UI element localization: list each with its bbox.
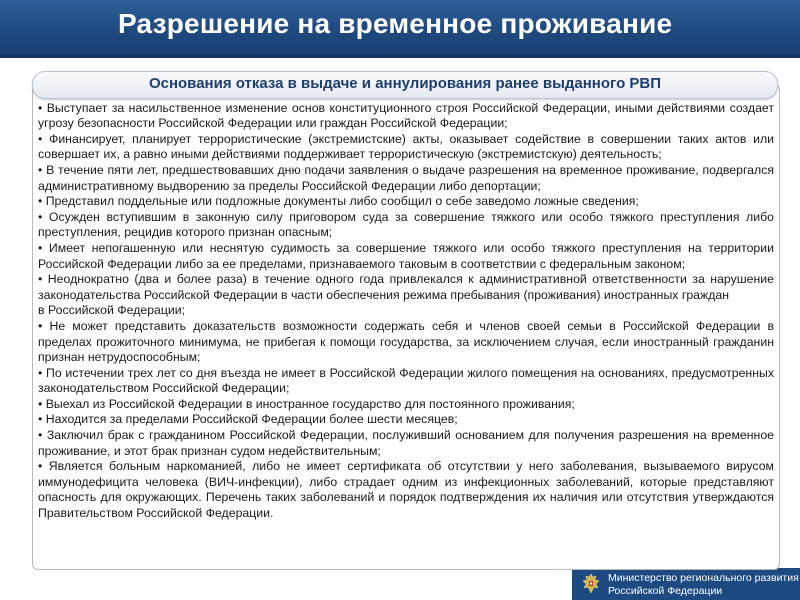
coat-of-arms-icon (579, 572, 603, 596)
list-item: • Не может представить доказательств возможности содержать себя и членов своей семьи в Российской Федерации в пределах прожиточного минимума, не прибегая к помощи государства, за исключением случая, если иностранный гражданин признан нетрудоспособным; (38, 318, 774, 365)
list-item: • Заключил брак с гражданином Российской Федерации, послуживший основанием для получения разрешения на временное проживание, и этот брак признан судом недействительным; (38, 428, 774, 458)
list-item: • Финансирует, планирует террористические (экстремистские) акты, оказывает содействие в совершении таких актов или совершает их, а равно иными действиями поддерживает террористическую (экстремистскую) деятельность; (38, 131, 774, 162)
content-text (38, 85, 774, 522)
ministry-name (608, 572, 799, 597)
page-title: Разрешение на временное проживание (118, 8, 673, 39)
ministry-name-line1: Министерство регионального развития (608, 572, 799, 584)
content-box (32, 84, 780, 570)
list-item: • Выехал из Российской Федерации в иностранное государство для постоянного проживания; (38, 396, 575, 411)
list-item: • Выступает за насильственное изменение основ конституционного строя Российской Федерации, иными действиями создает угрозу безопасности Российской Федерации или граждан Российской Федерации; (38, 100, 774, 131)
list-item: в Российской Федерации; (38, 303, 186, 318)
header-bar (0, 0, 800, 58)
list-item: • Неоднократно (два и более раза) в течение одного года привлекался к административной ответственности за нарушение законодательства Российской Федерации в части обеспечения режима пребывания (проживания) иностранных граждан (38, 272, 774, 302)
list-item: • По истечении трех лет со дня въезда не имеет в Российской Федерации жилого помещения на основаниях, предусмотренных законодательством Российской Федерации; (38, 365, 774, 396)
list-item: • Осужден вступившим в законную силу приговором суда за совершение тяжкого или особо тяжкого преступления либо преступления, рецидив которого признан опасным; (38, 209, 774, 240)
ministry-name-line2: Российской Федерации (608, 584, 723, 597)
section-title-bar (32, 71, 778, 99)
list-item: • Находится за пределами Российской Федерации более шести месяцев; (38, 412, 458, 427)
list-item: • Представил поддельные или подложные документы либо сообщил о себе заведомо ложные сведения; (38, 194, 639, 209)
list-item: • В течение пяти лет, предшествовавших дню подачи заявления о выдаче разрешения на временное проживание, подвергался административному выдворению за пределы Российской Федерации либо депортации; (38, 162, 774, 193)
ministry-footer (572, 568, 800, 600)
list-item: • Является больным наркоманией, либо не имеет сертификата об отсутствии у него заболевания, вызываемого вирусом иммунодефицита человека (ВИЧ-инфекции), либо страдает одним из инфекционных заболеваний, которые представляют опасность для окружающих. Перечень таких заболеваний и порядок подтверждения их наличия или отсутствия утверждаются Правительством Российской Федерации. (38, 459, 774, 521)
list-item: • Имеет непогашенную или неснятую судимость за совершение тяжкого или особо тяжкого преступления на территории Российской Федерации либо за ее пределами, признаваемого таковым в соответствии с федеральным законом; (38, 240, 774, 271)
section-title: Основания отказа в выдаче и аннулирования ранее выданного РВП (148, 75, 662, 92)
